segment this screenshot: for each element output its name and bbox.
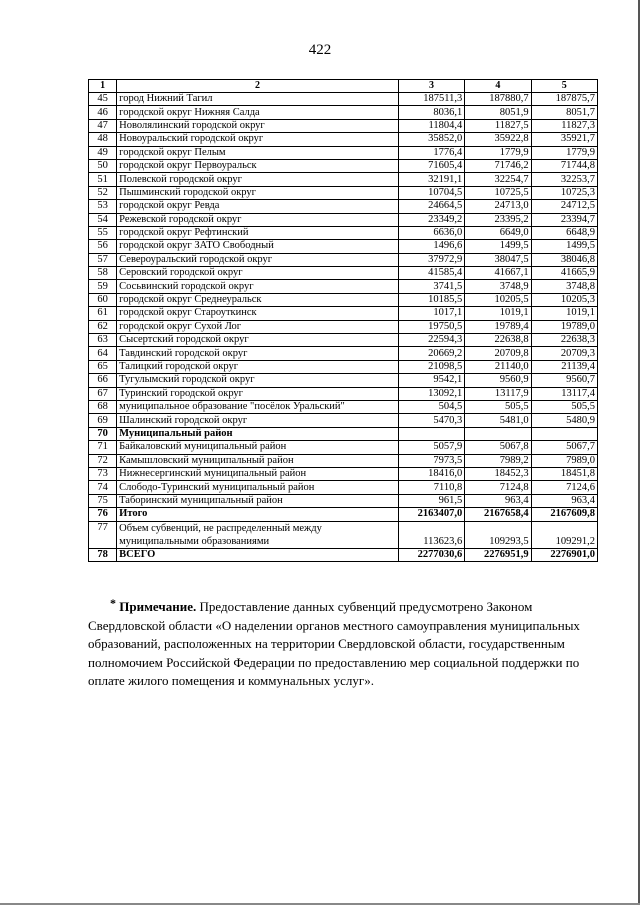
row-number: 63 (89, 334, 117, 347)
row-value-col4: 1019,1 (465, 307, 531, 320)
row-value-col4: 11827,5 (465, 119, 531, 132)
row-value-col5: 187875,7 (531, 93, 597, 106)
row-value-col4: 7124,8 (465, 481, 531, 494)
row-value-col3: 37972,9 (398, 253, 464, 266)
row-name: городской округ Пелым (117, 146, 399, 159)
row-value-col3: 9542,1 (398, 374, 464, 387)
row-value-col5: 22638,3 (531, 334, 597, 347)
row-name: Муниципальный район (117, 427, 399, 440)
table-row (89, 133, 598, 146)
row-value-col3: 10185,5 (398, 293, 464, 306)
row-name: Серовский городской округ (117, 267, 399, 280)
row-number: 77 (89, 521, 117, 548)
row-value-col5: 2167609,8 (531, 508, 597, 521)
header-col-1: 1 (89, 80, 117, 93)
row-number: 48 (89, 133, 117, 146)
table-row (89, 320, 598, 333)
row-number: 58 (89, 267, 117, 280)
row-number: 50 (89, 159, 117, 172)
row-value-col3: 5057,9 (398, 441, 464, 454)
footnote-marker: * (110, 596, 116, 610)
row-value-col4: 10725,5 (465, 186, 531, 199)
row-value-col3: 32191,1 (398, 173, 464, 186)
row-value-col3: 35852,0 (398, 133, 464, 146)
row-number: 61 (89, 307, 117, 320)
table-row (89, 173, 598, 186)
row-value-col3: 19750,5 (398, 320, 464, 333)
row-value-col4: 187880,7 (465, 93, 531, 106)
row-name: Слободо-Туринский муниципальный район (117, 481, 399, 494)
row-value-col3: 7110,8 (398, 481, 464, 494)
row-name: ВСЕГО (117, 548, 399, 561)
table-row (89, 548, 598, 561)
table-row (89, 441, 598, 454)
row-value-col3: 7973,5 (398, 454, 464, 467)
row-number: 52 (89, 186, 117, 199)
table-row (89, 374, 598, 387)
header-col-2: 2 (117, 80, 399, 93)
row-value-col5: 35921,7 (531, 133, 597, 146)
table-row (89, 280, 598, 293)
table-row (89, 159, 598, 172)
row-value-col3: 18416,0 (398, 467, 464, 480)
row-value-col4: 22638,8 (465, 334, 531, 347)
row-name: Объем субвенций, не распределенный между муниципальными образованиями (117, 521, 399, 548)
row-name: городской округ Сухой Лог (117, 320, 399, 333)
row-value-col5: 38046,8 (531, 253, 597, 266)
row-name: Полевской городской округ (117, 173, 399, 186)
row-name: Нижнесергинский муниципальный район (117, 467, 399, 480)
row-number: 68 (89, 400, 117, 413)
row-value-col5: 10725,3 (531, 186, 597, 199)
row-value-col3: 41585,4 (398, 267, 464, 280)
row-value-col4: 71746,2 (465, 159, 531, 172)
row-name: Итого (117, 508, 399, 521)
table-row (89, 347, 598, 360)
table-row (89, 481, 598, 494)
row-value-col4: 10205,5 (465, 293, 531, 306)
row-number: 55 (89, 226, 117, 239)
row-name: муниципальное образование "посёлок Уральский" (117, 400, 399, 413)
footnote-lead: Примечание. (119, 599, 197, 614)
row-value-col5: 41665,9 (531, 267, 597, 280)
row-value-col3: 10704,5 (398, 186, 464, 199)
row-number: 45 (89, 93, 117, 106)
row-value-col4: 5481,0 (465, 414, 531, 427)
row-value-col5: 11827,3 (531, 119, 597, 132)
row-value-col3: 5470,3 (398, 414, 464, 427)
row-value-col5: 1019,1 (531, 307, 597, 320)
row-name: городской округ ЗАТО Свободный (117, 240, 399, 253)
row-name: городской округ Ревда (117, 200, 399, 213)
row-name: городской округ Нижняя Салда (117, 106, 399, 119)
row-value-col5: 10205,3 (531, 293, 597, 306)
row-value-col4: 23395,2 (465, 213, 531, 226)
row-value-col5: 32253,7 (531, 173, 597, 186)
header-col-5: 5 (531, 80, 597, 93)
row-value-col5: 2276901,0 (531, 548, 597, 561)
row-value-col3: 504,5 (398, 400, 464, 413)
row-number: 53 (89, 200, 117, 213)
row-value-col5 (531, 427, 597, 440)
row-name: Таборинский муниципальный район (117, 494, 399, 507)
row-name: Шалинский городской округ (117, 414, 399, 427)
row-value-col3: 20669,2 (398, 347, 464, 360)
row-value-col3: 2163407,0 (398, 508, 464, 521)
row-value-col3: 1496,6 (398, 240, 464, 253)
header-col-3: 3 (398, 80, 464, 93)
row-value-col3: 187511,3 (398, 93, 464, 106)
row-value-col3: 22594,3 (398, 334, 464, 347)
row-value-col5: 19789,0 (531, 320, 597, 333)
row-value-col5: 21139,4 (531, 360, 597, 373)
row-name: Тугулымский городской округ (117, 374, 399, 387)
table-row (89, 119, 598, 132)
row-number: 59 (89, 280, 117, 293)
row-value-col3 (398, 427, 464, 440)
row-value-col4: 2167658,4 (465, 508, 531, 521)
row-value-col4: 24713,0 (465, 200, 531, 213)
row-value-col4: 7989,2 (465, 454, 531, 467)
row-value-col5: 505,5 (531, 400, 597, 413)
row-number: 57 (89, 253, 117, 266)
row-value-col4: 2276951,9 (465, 548, 531, 561)
row-value-col3: 8036,1 (398, 106, 464, 119)
table-row (89, 467, 598, 480)
row-value-col4: 3748,9 (465, 280, 531, 293)
row-value-col4: 32254,7 (465, 173, 531, 186)
row-value-col3: 71605,4 (398, 159, 464, 172)
header-col-4: 4 (465, 80, 531, 93)
row-number: 66 (89, 374, 117, 387)
row-value-col4: 9560,9 (465, 374, 531, 387)
row-value-col4: 13117,9 (465, 387, 531, 400)
row-number: 70 (89, 427, 117, 440)
row-value-col5: 23394,7 (531, 213, 597, 226)
table-row (89, 387, 598, 400)
row-value-col5: 18451,8 (531, 467, 597, 480)
row-value-col3: 24664,5 (398, 200, 464, 213)
row-value-col5: 6648,9 (531, 226, 597, 239)
row-value-col5: 109291,2 (531, 521, 597, 548)
row-value-col3: 21098,5 (398, 360, 464, 373)
row-value-col4: 21140,0 (465, 360, 531, 373)
row-value-col5: 963,4 (531, 494, 597, 507)
row-value-col4: 8051,9 (465, 106, 531, 119)
row-number: 64 (89, 347, 117, 360)
row-number: 49 (89, 146, 117, 159)
row-number: 47 (89, 119, 117, 132)
table-row (89, 494, 598, 507)
row-number: 67 (89, 387, 117, 400)
row-name: Тавдинский городской округ (117, 347, 399, 360)
row-value-col4: 18452,3 (465, 467, 531, 480)
row-number: 71 (89, 441, 117, 454)
row-name: Туринский городской округ (117, 387, 399, 400)
row-value-col4: 505,5 (465, 400, 531, 413)
row-value-col5: 3748,8 (531, 280, 597, 293)
row-value-col4 (465, 427, 531, 440)
row-value-col4: 35922,8 (465, 133, 531, 146)
row-number: 54 (89, 213, 117, 226)
row-value-col4: 6649,0 (465, 226, 531, 239)
row-value-col3: 6636,0 (398, 226, 464, 239)
row-value-col4: 963,4 (465, 494, 531, 507)
row-value-col5: 8051,7 (531, 106, 597, 119)
row-number: 73 (89, 467, 117, 480)
table-row (89, 240, 598, 253)
table-row (89, 186, 598, 199)
row-name: Сысертский городской округ (117, 334, 399, 347)
table-row (89, 93, 598, 106)
row-name: городской округ Первоуральск (117, 159, 399, 172)
row-value-col4: 19789,4 (465, 320, 531, 333)
row-number: 69 (89, 414, 117, 427)
row-value-col4: 109293,5 (465, 521, 531, 548)
table-row (89, 334, 598, 347)
row-value-col5: 24712,5 (531, 200, 597, 213)
row-value-col4: 20709,8 (465, 347, 531, 360)
table-row (89, 200, 598, 213)
row-name: городской округ Староуткинск (117, 307, 399, 320)
row-value-col5: 1779,9 (531, 146, 597, 159)
row-value-col3: 13092,1 (398, 387, 464, 400)
row-number: 56 (89, 240, 117, 253)
row-number: 78 (89, 548, 117, 561)
table-row (89, 414, 598, 427)
row-value-col3: 2277030,6 (398, 548, 464, 561)
row-number: 76 (89, 508, 117, 521)
row-number: 72 (89, 454, 117, 467)
row-number: 46 (89, 106, 117, 119)
row-value-col5: 5067,7 (531, 441, 597, 454)
row-name: Байкаловский муниципальный район (117, 441, 399, 454)
row-number: 75 (89, 494, 117, 507)
table-row (89, 400, 598, 413)
row-value-col3: 1017,1 (398, 307, 464, 320)
row-value-col5: 13117,4 (531, 387, 597, 400)
table-row (89, 521, 598, 548)
table-row (89, 360, 598, 373)
row-value-col5: 9560,7 (531, 374, 597, 387)
row-value-col5: 71744,8 (531, 159, 597, 172)
subvention-table (88, 79, 598, 562)
row-number: 51 (89, 173, 117, 186)
row-name: Новоуральский городской округ (117, 133, 399, 146)
row-number: 74 (89, 481, 117, 494)
row-value-col4: 41667,1 (465, 267, 531, 280)
row-value-col3: 11804,4 (398, 119, 464, 132)
table-row (89, 226, 598, 239)
footnote (88, 594, 593, 691)
table-row (89, 106, 598, 119)
table-row (89, 146, 598, 159)
footnote-text: Предоставление данных субвенций предусмотрено Законом Свердловской области «О наделении органов местного самоуправления муниципальных образований, расположенных на территории Свердловской области, государственным полномочием Российской Федерации по предоставлению мер социальной поддержки по оплате жилого помещения и коммунальных услуг». (88, 599, 580, 688)
row-value-col5: 7124,6 (531, 481, 597, 494)
row-name: Талицкий городской округ (117, 360, 399, 373)
row-value-col3: 113623,6 (398, 521, 464, 548)
table-row (89, 307, 598, 320)
row-value-col5: 20709,3 (531, 347, 597, 360)
row-value-col4: 38047,5 (465, 253, 531, 266)
table-row (89, 293, 598, 306)
table-row (89, 267, 598, 280)
page-number: 422 (308, 42, 332, 58)
row-name: Новолялинский городской округ (117, 119, 399, 132)
row-name: городской округ Рефтинский (117, 226, 399, 239)
row-value-col3: 23349,2 (398, 213, 464, 226)
row-number: 60 (89, 293, 117, 306)
row-number: 62 (89, 320, 117, 333)
row-name: город Нижний Тагил (117, 93, 399, 106)
row-value-col5: 5480,9 (531, 414, 597, 427)
table-row (89, 427, 598, 440)
row-value-col4: 1499,5 (465, 240, 531, 253)
row-value-col4: 1779,9 (465, 146, 531, 159)
row-name: Пышминский городской округ (117, 186, 399, 199)
row-value-col3: 1776,4 (398, 146, 464, 159)
table-row (89, 213, 598, 226)
row-name: городской округ Среднеуральск (117, 293, 399, 306)
row-name: Камышловский муниципальный район (117, 454, 399, 467)
row-value-col5: 1499,5 (531, 240, 597, 253)
row-name: Сосьвинский городской округ (117, 280, 399, 293)
table-header-row (89, 80, 598, 93)
row-name: Североуральский городской округ (117, 253, 399, 266)
row-value-col5: 7989,0 (531, 454, 597, 467)
table-row (89, 253, 598, 266)
table-row (89, 508, 598, 521)
row-value-col4: 5067,8 (465, 441, 531, 454)
row-number: 65 (89, 360, 117, 373)
table-body (89, 93, 598, 562)
row-name: Режевской городской округ (117, 213, 399, 226)
table-row (89, 454, 598, 467)
row-value-col3: 3741,5 (398, 280, 464, 293)
row-value-col3: 961,5 (398, 494, 464, 507)
